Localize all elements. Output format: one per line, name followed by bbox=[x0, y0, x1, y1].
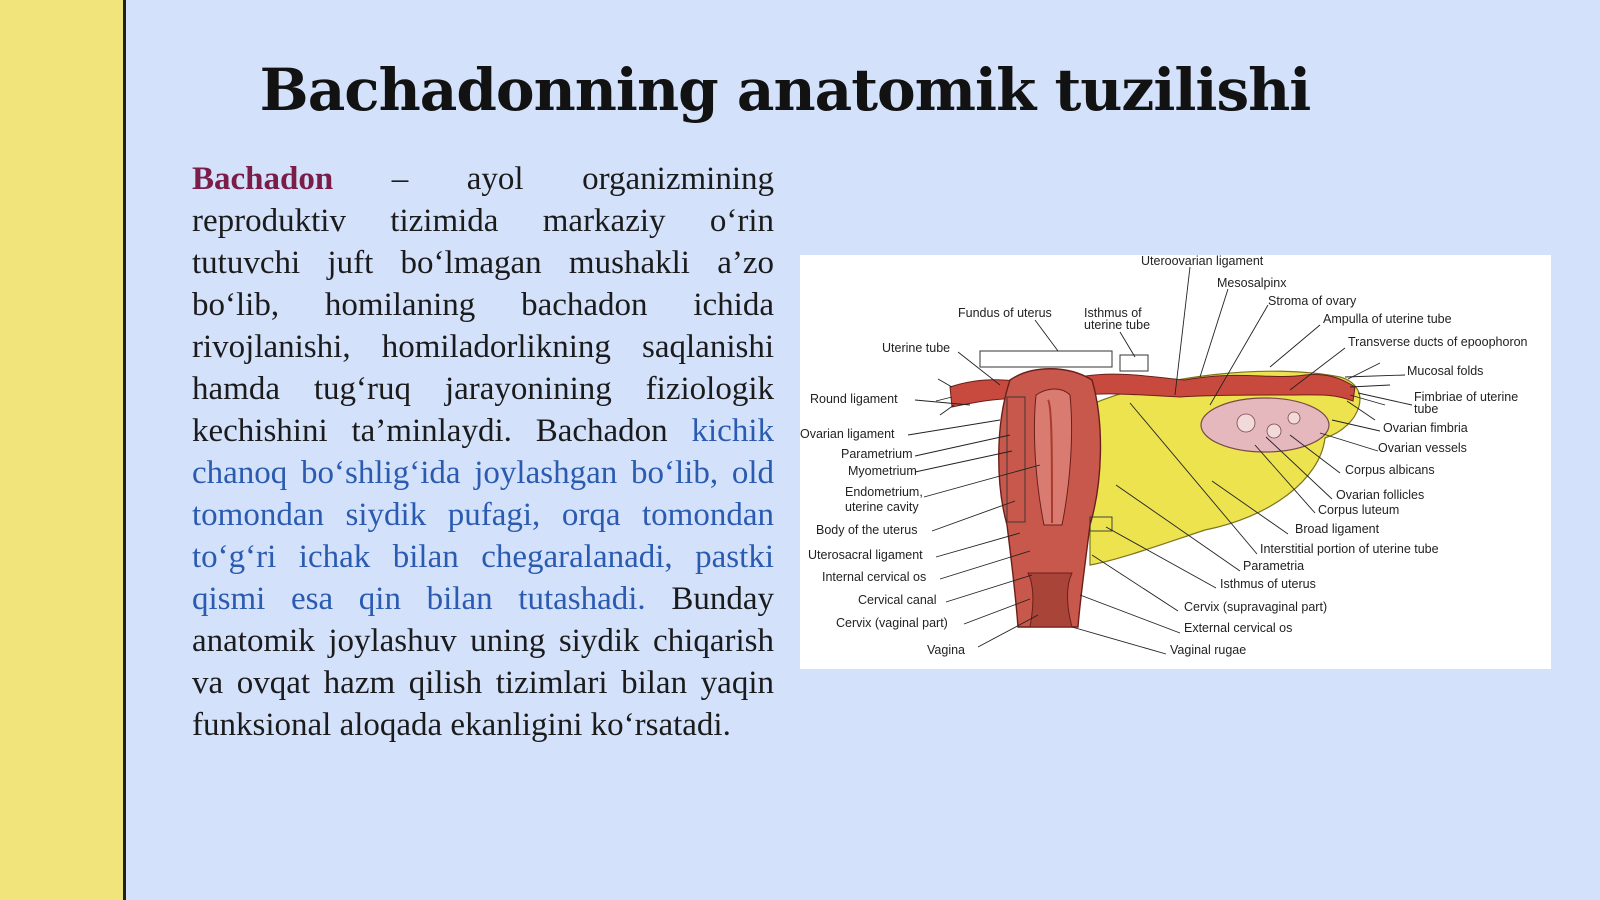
body-paragraph bbox=[192, 158, 774, 746]
uterus-anatomy-illustration bbox=[800, 255, 1551, 669]
label-ampulla: Ampulla of uterine tube bbox=[1323, 312, 1452, 326]
label-endometrium-1: Endometrium, bbox=[845, 485, 923, 499]
label-interstitial: Interstitial portion of uterine tube bbox=[1260, 542, 1439, 556]
label-round-ligament: Round ligament bbox=[810, 392, 898, 406]
label-internal-cervical-os: Internal cervical os bbox=[822, 570, 927, 584]
label-corpus-albicans: Corpus albicans bbox=[1345, 463, 1435, 477]
paragraph-text-2: Bunday anatomik joylashuv uning siydik chiqarish va ovqat hazm qilish tizimlari bilan yaqin funksional aloqada ekanligini ko‘rsatadi. bbox=[192, 581, 774, 743]
label-mucosal-folds: Mucosal folds bbox=[1407, 364, 1484, 378]
label-isthmus-uterus: Isthmus of uterus bbox=[1220, 577, 1316, 591]
term-bachadon: Bachadon bbox=[192, 161, 334, 197]
label-isthmus-tube-2: uterine tube bbox=[1084, 318, 1151, 332]
label-uteroovarian: Uteroovarian ligament bbox=[1141, 255, 1264, 268]
label-broad-ligament: Broad ligament bbox=[1295, 522, 1380, 536]
label-stroma: Stroma of ovary bbox=[1268, 294, 1357, 308]
label-ovarian-fimbria: Ovarian fimbria bbox=[1383, 421, 1468, 435]
label-ovarian-ligament: Ovarian ligament bbox=[800, 427, 895, 441]
slide-title: Bachadonning anatomik tuzilishi bbox=[259, 56, 1311, 124]
label-parametrium: Parametrium bbox=[841, 447, 913, 461]
label-fimbriae-2: tube bbox=[1414, 402, 1439, 416]
label-body-of-uterus: Body of the uterus bbox=[816, 523, 918, 537]
paragraph-text-1: – ayol organizmining reproduktiv tizimida markaziy o‘rin tutuvchi juft bo‘lmagan mushakli a’zo bo‘lib, homilaning bachadon ichida rivojlanishi, homiladorlikning saqlanishi hamda tug‘ruq jarayonining fiziologik kechishini ta’minlaydi. Bachadon bbox=[192, 161, 774, 449]
label-uterine-tube: Uterine tube bbox=[882, 341, 951, 355]
label-ovarian-vessels: Ovarian vessels bbox=[1378, 441, 1467, 455]
side-accent-bar bbox=[0, 0, 126, 900]
label-cervical-canal: Cervical canal bbox=[858, 593, 937, 607]
label-fundus: Fundus of uterus bbox=[958, 306, 1052, 320]
label-ovarian-follicles: Ovarian follicles bbox=[1336, 488, 1425, 502]
top-labels bbox=[958, 255, 1357, 332]
label-isthmus-tube-1: Isthmus of bbox=[1084, 306, 1142, 320]
label-cervix-vaginal: Cervix (vaginal part) bbox=[836, 616, 948, 630]
label-fimbriae-1: Fimbriae of uterine bbox=[1414, 390, 1519, 404]
left-labels bbox=[800, 341, 965, 657]
paragraph-highlight: kichik chanoq bo‘shlig‘ida joylashgan bo‘lib, old tomondan siydik pufagi, orqa tomondan to‘g‘ri ichak bilan chegaralanadi, pastki qismi esa qin bilan tutashadi. bbox=[192, 413, 774, 617]
label-vaginal-rugae: Vaginal rugae bbox=[1170, 643, 1247, 657]
label-myometrium: Myometrium bbox=[848, 464, 917, 478]
label-corpus-luteum: Corpus luteum bbox=[1318, 503, 1400, 517]
label-mesosalpinx: Mesosalpinx bbox=[1217, 276, 1287, 290]
label-uterosacral-ligament: Uterosacral ligament bbox=[808, 548, 923, 562]
label-endometrium-2: uterine cavity bbox=[845, 500, 919, 514]
uterus-anatomy-figure bbox=[800, 255, 1551, 669]
label-transverse-ducts: Transverse ducts of epoophoron bbox=[1348, 335, 1528, 349]
label-parametria: Parametria bbox=[1243, 559, 1305, 573]
label-cervix-supravaginal: Cervix (supravaginal part) bbox=[1184, 600, 1328, 614]
label-vagina: Vagina bbox=[927, 643, 965, 657]
label-external-os: External cervical os bbox=[1184, 621, 1293, 635]
